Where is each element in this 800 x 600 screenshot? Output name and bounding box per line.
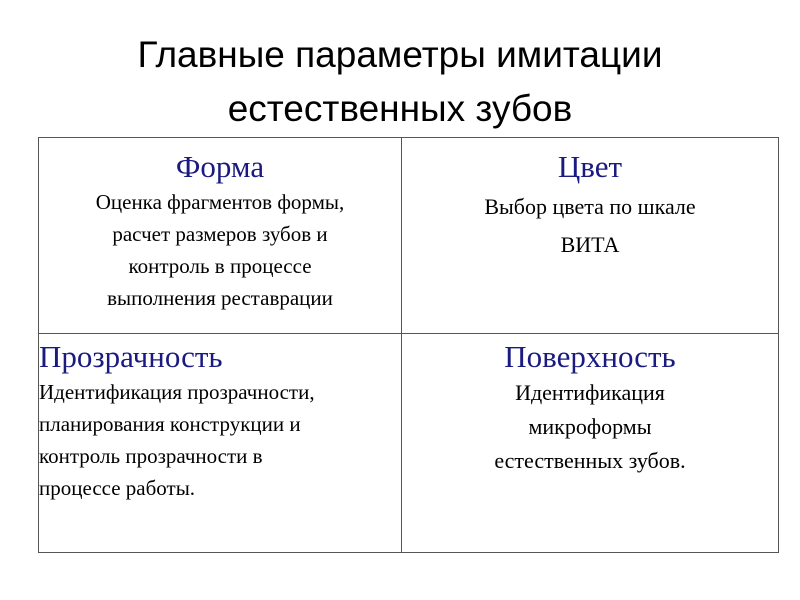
cell-transparency-line-2: планирования конструкции и xyxy=(39,412,301,436)
parameters-table xyxy=(38,137,779,553)
cell-form-title: Форма xyxy=(175,149,265,184)
cell-color xyxy=(402,138,778,334)
cell-color-line-1: Выбор цвета по шкале xyxy=(484,194,696,219)
cell-surface xyxy=(402,334,778,552)
title-line-2: естественных зубов xyxy=(227,88,573,129)
cell-surface-line-3: естественных зубов. xyxy=(494,448,686,473)
cell-surface-line-1: Идентификация xyxy=(515,380,665,405)
cell-form-line-4: выполнения реставрации xyxy=(107,286,333,310)
cell-surface-title: Поверхность xyxy=(504,339,676,374)
cell-transparency-line-3: контроль прозрачности в xyxy=(39,444,263,468)
cell-transparency-line-4: процессе работы. xyxy=(39,476,196,500)
slide-title xyxy=(40,28,760,136)
cell-form-line-2: расчет размеров зубов и xyxy=(112,222,328,246)
cell-form-line-3: контроль в процессе xyxy=(128,254,312,278)
cell-transparency xyxy=(39,334,402,552)
cell-color-title: Цвет xyxy=(557,149,623,184)
cell-transparency-title: Прозрачность xyxy=(39,339,223,374)
cell-color-line-2: ВИТА xyxy=(560,232,620,257)
cell-form-line-1: Оценка фрагментов формы, xyxy=(95,190,345,214)
title-line-1: Главные параметры имитации xyxy=(137,34,663,75)
cell-form xyxy=(39,138,402,334)
cell-transparency-line-1: Идентификация прозрачности, xyxy=(39,380,315,404)
cell-surface-line-2: микроформы xyxy=(528,414,652,439)
